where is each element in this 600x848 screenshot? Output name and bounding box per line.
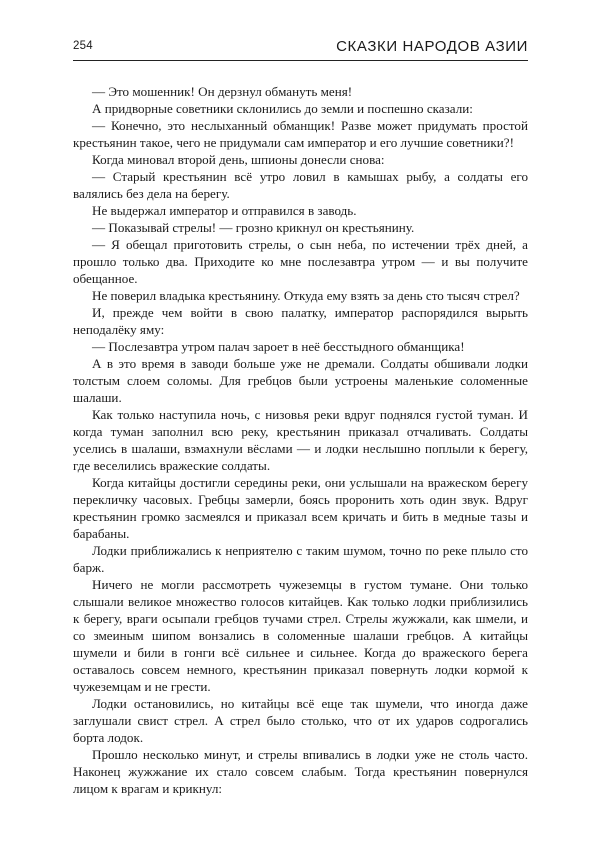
paragraph: Прошло несколько минут, и стрелы впивались в лодки уже не столь часто. Наконец жужжание их стало совсем слабым. Тогда крестьянин повернулся лицом к врагам и крикнул: [73, 747, 528, 796]
paragraph: Не выдержал император и отправился в заводь. [92, 203, 357, 218]
paragraph: — Послезавтра утром палач зароет в неё бесстыдного обманщика! [92, 339, 465, 354]
paragraph: Лодки остановились, но китайцы всё еще так шумели, что иногда даже заглушали свист стрел. А стрел было столько, что от их ударов содрогались борта лодок. [73, 696, 528, 745]
paragraph: Как только наступила ночь, с низовья реки вдруг поднялся густой туман. И когда туман заполнил всю реку, крестьянин приказал отчаливать. Солдаты уселись в шалаши, взмахнули вёслами — и лодки неслышно поплыли к берегу, где веселились вражеские солдаты. [73, 407, 528, 473]
paragraph: И, прежде чем войти в свою палатку, император распорядился вырыть неподалёку яму: [73, 305, 528, 337]
paragraph: — Показывай стрелы! — грозно крикнул он крестьянину. [92, 220, 415, 235]
paragraph: Лодки приближались к неприятелю с таким шумом, точно по реке плыло сто барж. [73, 543, 528, 575]
paragraph: — Конечно, это неслыханный обманщик! Разве может придумать простой крестьянин такое, чего не придумали сам император и его лучшие советники?! [73, 118, 528, 150]
paragraph: А придворные советники склонились до земли и поспешно сказали: [92, 101, 473, 116]
paragraph: — Старый крестьянин всё утро ловил в камышах рыбу, а солдаты его валялись без дела на берегу. [73, 169, 528, 201]
running-header [73, 38, 528, 61]
paragraph: А в это время в заводи больше уже не дремали. Солдаты обшивали лодки толстым слоем соломы. Для гребцов были устроены маленькие соломенные шалаши. [73, 356, 528, 405]
paragraph: Ничего не могли рассмотреть чужеземцы в густом тумане. Они только слышали великое множество голосов китайцев. Как только лодки приблизились к берегу, враги осыпали гребцов тучами стрел. Стрелы жужжали, как шмели, и со змеиным шипом вонзались в соломенные шалаши гребцов. А китайцы шумели и били в гонги всё сильнее и сильнее. Когда до вражеского берега оставалось совсем немного, крестьянин приказал повернуть лодки кормой к чужеземцам и не грести. [73, 577, 528, 694]
paragraph: Не поверил владыка крестьянину. Откуда ему взять за день сто тысяч стрел? [92, 288, 520, 303]
page-number: 254 [73, 40, 93, 52]
paragraph: — Я обещал приготовить стрелы, о сын неба, по истечении трёх дней, а прошло только два. Приходите ко мне послезавтра утром — и вы получите обещанное. [73, 237, 528, 286]
paragraph: Когда миновал второй день, шпионы донесли снова: [92, 152, 385, 167]
running-title: СКАЗКИ НАРОДОВ АЗИИ [336, 38, 528, 55]
paragraph: — Это мошенник! Он дерзнул обмануть меня! [92, 84, 353, 99]
body-text [73, 83, 528, 797]
paragraph: Когда китайцы достигли середины реки, они услышали на вражеском берегу перекличку часовых. Гребцы замерли, боясь проронить хоть один звук. Вдруг крестьянин громко засмеялся и приказал всем кричать и бить в медные тазы и барабаны. [73, 475, 528, 541]
